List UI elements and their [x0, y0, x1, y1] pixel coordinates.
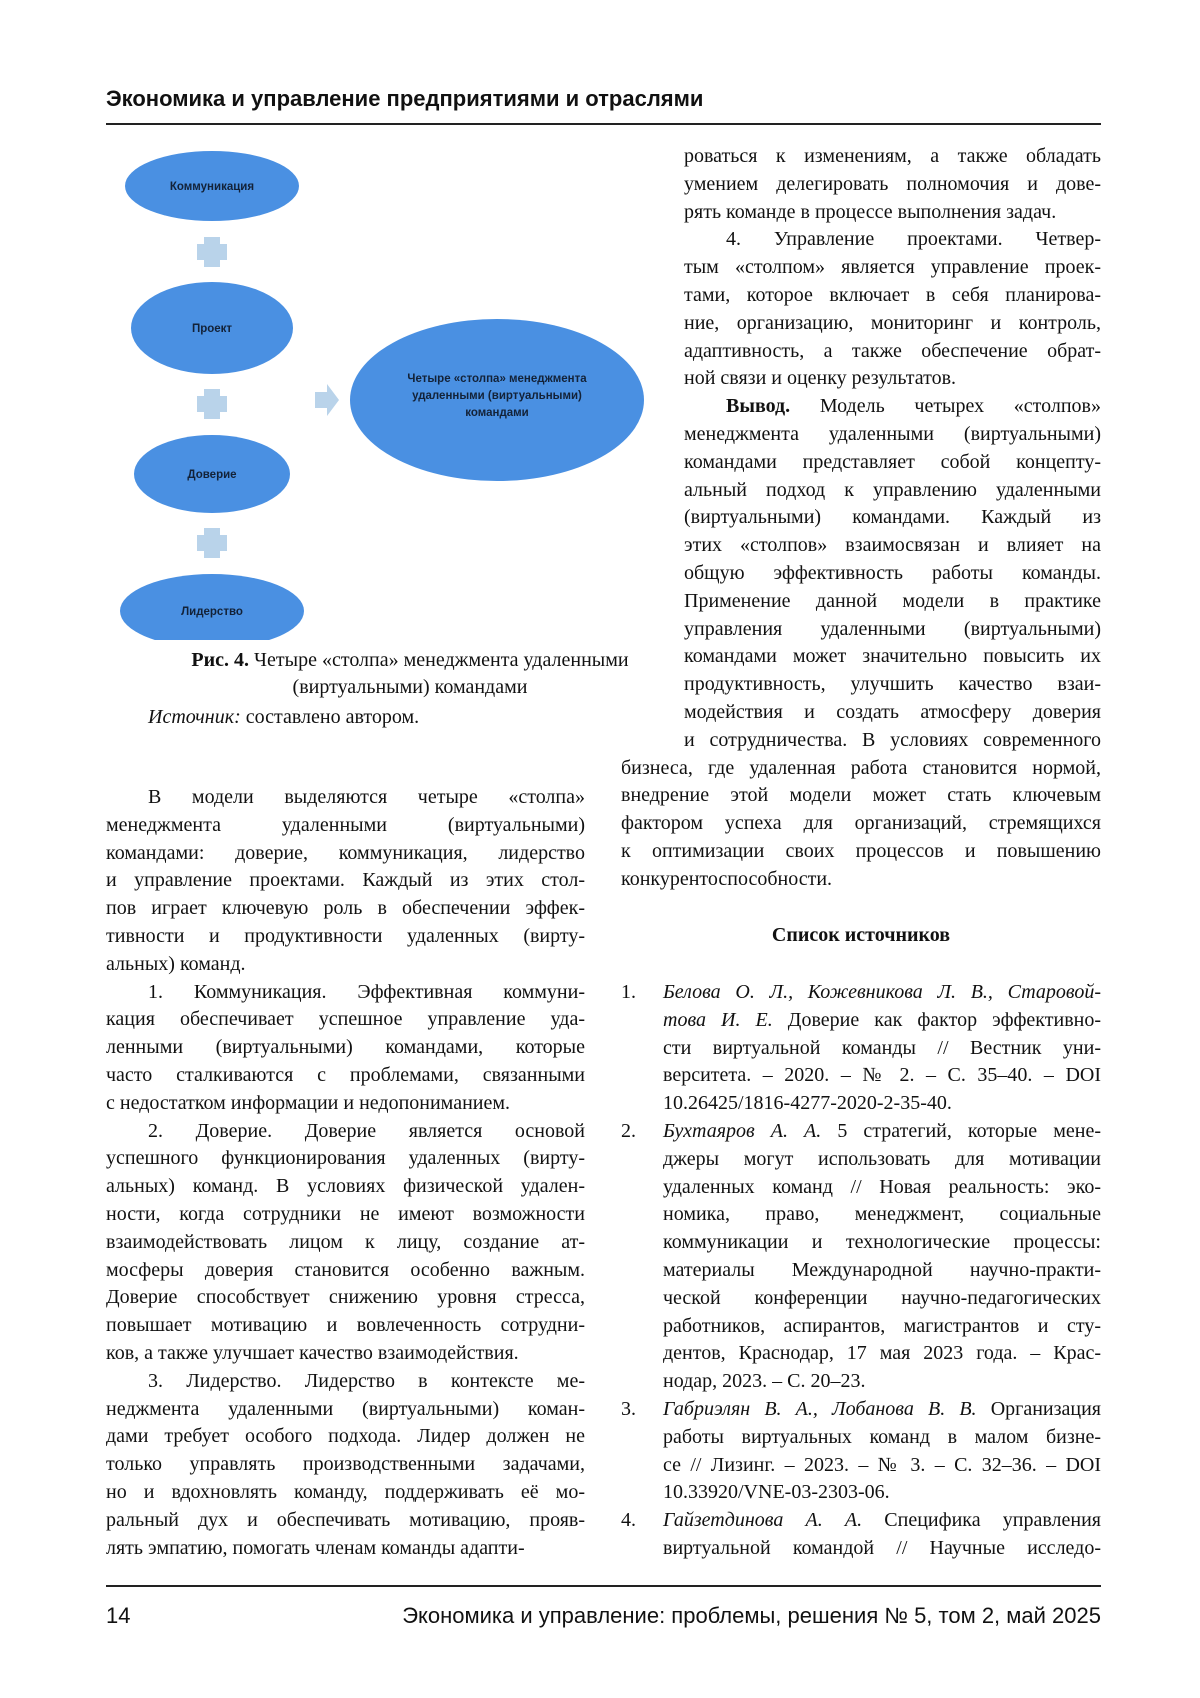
line-text: конкурентоспособности.	[621, 868, 832, 890]
line-text: ности, когда сотрудники не имеют возможности	[106, 1203, 585, 1225]
line-text: умением делегировать полномочия и дове-	[684, 173, 1101, 195]
node-label: удаленными (виртуальными)	[412, 390, 582, 402]
arrow-right-icon	[315, 384, 339, 416]
figure-source	[148, 703, 419, 731]
line-text: Доверие способствует снижению уровня стресса,	[106, 1286, 585, 1308]
footer-rule	[106, 1585, 1101, 1587]
text-line	[684, 142, 1101, 170]
text-line	[106, 1228, 585, 1256]
line-text: тым «столпом» является управление проек-	[684, 256, 1101, 278]
text-line	[684, 420, 1101, 448]
text-line	[106, 1283, 585, 1311]
journal-info: Экономика и управление: проблемы, решения № 5, том 2, май 2025	[402, 1603, 1101, 1629]
line-text: командами: доверие, коммуникация, лидерство	[106, 842, 585, 864]
text-line	[148, 978, 585, 1006]
node-leadership	[120, 574, 304, 640]
node-label: Лидерство	[181, 606, 243, 618]
line-text: с недостатком информации и недопониманием.	[106, 1092, 510, 1114]
reference-authors: това И. Е.	[663, 1009, 773, 1031]
reference-text: верситета. – 2020. – № 2. – С. 35–40. – DOI	[663, 1064, 1101, 1086]
line-text: менеджмента удаленными (виртуальными)	[684, 423, 1101, 445]
reference-line	[663, 978, 1101, 1006]
reference-line	[663, 1451, 1101, 1479]
reference-authors: Габриэлян В. А., Лобанова В. В.	[663, 1398, 977, 1420]
reference-text: ческой конференции научно-педагогических	[663, 1287, 1101, 1309]
reference-line	[663, 1256, 1101, 1284]
plus-icon	[197, 389, 227, 419]
line-text: пов играет ключевую роль в обеспечении эффек-	[106, 897, 585, 919]
line-text: модействия и создать атмосферу доверия	[684, 701, 1101, 723]
text-line	[684, 642, 1101, 670]
text-line	[106, 1089, 585, 1117]
reference-number: 4.	[621, 1506, 661, 1534]
reference-authors: Белова О. Л., Кожевникова Л. В., Старовой-	[663, 981, 1101, 1003]
text-line	[684, 170, 1101, 198]
reference-line	[663, 1506, 1101, 1534]
text-line	[684, 448, 1101, 476]
four-pillars-diagram	[0, 130, 680, 640]
reference-line	[663, 1423, 1101, 1451]
text-line	[684, 253, 1101, 281]
reference-text: Доверие как фактор эффективно-	[773, 1009, 1101, 1031]
line-text: кация обеспечивает успешное управление уда-	[106, 1008, 585, 1030]
reference-text: материалы Международной научно-практи-	[663, 1259, 1101, 1281]
line-text: управления удаленными (виртуальными)	[684, 618, 1101, 640]
line-text: ральный дух и обеспечивать мотивацию, прояв-	[106, 1509, 585, 1531]
text-line	[106, 950, 585, 978]
reference-text: 10.33920/VNE-03-2303-06.	[663, 1481, 890, 1503]
line-text: фактором успеха для организаций, стремящихся	[621, 812, 1101, 834]
text-line	[106, 811, 585, 839]
text-line	[621, 865, 1101, 893]
node-label: Четыре «столпа» менеджмента	[407, 373, 587, 385]
reference-text: джеры могут использовать для мотивации	[663, 1148, 1101, 1170]
text-line	[621, 809, 1101, 837]
line-text: тивности и продуктивности удаленных (вирту-	[106, 925, 585, 947]
text-line	[684, 587, 1101, 615]
text-line	[106, 1478, 585, 1506]
text-line	[106, 1450, 585, 1478]
reference-line	[663, 1200, 1101, 1228]
reference-line	[663, 1034, 1101, 1062]
reference-text: номика, право, менеджмент, социальные	[663, 1203, 1101, 1225]
line-text: внедрение этой модели может стать ключевым	[621, 784, 1101, 806]
text-line	[106, 1200, 585, 1228]
text-line	[106, 922, 585, 950]
reference-line	[663, 1228, 1101, 1256]
line-text: Применение данной модели в практике	[684, 590, 1101, 612]
node-trust	[134, 435, 290, 513]
reference-text: дентов, Краснодар, 17 мая 2023 года. – Крас-	[663, 1342, 1101, 1364]
reference-line	[663, 1061, 1101, 1089]
text-line	[621, 837, 1101, 865]
text-line	[684, 559, 1101, 587]
line-text: менеджмента удаленными (виртуальными)	[106, 814, 585, 836]
reference-text: 5 стратегий, которые мене-	[821, 1120, 1101, 1142]
reference-line	[663, 1339, 1101, 1367]
text-line	[684, 615, 1101, 643]
text-line	[106, 1506, 585, 1534]
line-text: (виртуальными) командами. Каждый из	[684, 506, 1101, 528]
reference-text: Специфика управления	[862, 1509, 1101, 1531]
reference-text: виртуальной командой // Научные исследо-	[663, 1537, 1101, 1559]
line-text: Модель четырех «столпов»	[820, 395, 1101, 417]
references-heading: Список источников	[621, 921, 1101, 949]
node-label: Проект	[192, 323, 232, 335]
reference-text: нодар, 2023. – С. 20–23.	[663, 1370, 866, 1392]
reference-number: 1.	[621, 978, 661, 1006]
line-text: общую эффективность работы команды.	[684, 562, 1101, 584]
text-line	[684, 531, 1101, 559]
line-text: альных) команд.	[106, 953, 246, 975]
text-line	[106, 1422, 585, 1450]
text-line	[106, 866, 585, 894]
text-line	[106, 1005, 585, 1033]
text-line	[726, 392, 1101, 420]
line-text: командами может значительно повысить их	[684, 645, 1101, 667]
text-line	[106, 1061, 585, 1089]
line-text: 3. Лидерство. Лидерство в контексте ме-	[148, 1370, 585, 1392]
line-text: и сотрудничества. В условиях современного	[684, 729, 1101, 751]
plus-icon	[197, 237, 227, 267]
text-line	[106, 1311, 585, 1339]
line-text: продуктивность, улучшить качество взаи-	[684, 673, 1101, 695]
text-line	[106, 1256, 585, 1284]
reference-text: сти виртуальной команды // Вестник уни-	[663, 1037, 1101, 1059]
text-line	[148, 1117, 585, 1145]
reference-line	[663, 1478, 1101, 1506]
line-text: к оптимизации своих процессов и повышению	[621, 840, 1101, 862]
text-line	[684, 670, 1101, 698]
line-text: и управление проектами. Каждый из этих стол-	[106, 869, 585, 891]
line-text: 4. Управление проектами. Четвер-	[726, 228, 1101, 250]
reference-line	[663, 1395, 1101, 1423]
line-text: адаптивность, а также обеспечение обрат-	[684, 340, 1101, 362]
text-line	[106, 1172, 585, 1200]
node-communication	[125, 151, 299, 221]
text-line	[684, 198, 1101, 226]
text-line	[106, 1395, 585, 1423]
line-text: повышает мотивацию и вовлеченность сотрудни-	[106, 1314, 585, 1336]
source-text: составлено автором.	[241, 706, 419, 728]
reference-text: Организация	[977, 1398, 1101, 1420]
line-text: мосферы доверия становится особенно важным.	[106, 1259, 585, 1281]
text-line	[106, 839, 585, 867]
line-text: бизнеса, где удаленная работа становится нормой,	[621, 757, 1101, 779]
reference-line	[663, 1006, 1101, 1034]
line-text: этих «столпов» взаимосвязан и влияет на	[684, 534, 1101, 556]
reference-text: работников, аспирантов, магистрантов и сту-	[663, 1315, 1101, 1337]
text-line	[148, 783, 585, 811]
line-text: ленными (виртуальными) командами, которые	[106, 1036, 585, 1058]
running-header: Экономика и управление предприятиями и отраслями	[106, 86, 703, 112]
plus-icon	[197, 528, 227, 558]
reference-line	[663, 1145, 1101, 1173]
text-line	[684, 364, 1101, 392]
node-label: Доверие	[187, 469, 236, 481]
text-line	[684, 476, 1101, 504]
caption-text: Четыре «столпа» менеджмента удаленными	[249, 649, 629, 671]
reference-authors: Гайзетдинова А. А.	[663, 1509, 862, 1531]
node-label: командами	[465, 407, 528, 419]
line-text: часто сталкиваются с проблемами, связанными	[106, 1064, 585, 1086]
line-text: рять команде в процессе выполнения задач.	[684, 201, 1056, 223]
text-line	[726, 225, 1101, 253]
text-line	[106, 1534, 585, 1562]
line-text: только управлять производственными задачами,	[106, 1453, 585, 1475]
line-text: дами требует особого подхода. Лидер должен не	[106, 1425, 585, 1447]
reference-number: 2.	[621, 1117, 661, 1145]
line-text: роваться к изменениям, а также обладать	[684, 145, 1101, 167]
reference-line	[663, 1367, 1101, 1395]
line-text: ние, организацию, мониторинг и контроль,	[684, 312, 1101, 334]
node-project	[131, 282, 293, 374]
text-line	[106, 1339, 585, 1367]
text-line	[621, 754, 1101, 782]
page-number: 14	[106, 1603, 130, 1629]
reference-line	[663, 1173, 1101, 1201]
line-text: 1. Коммуникация. Эффективная коммуни-	[148, 981, 585, 1003]
text-line	[106, 1033, 585, 1061]
line-text: тами, которое включает в себя планирова-	[684, 284, 1101, 306]
reference-text: удаленных команд // Новая реальность: эко-	[663, 1176, 1101, 1198]
text-line	[684, 309, 1101, 337]
conclusion-label: Вывод.	[726, 395, 790, 417]
reference-number: 3.	[621, 1395, 661, 1423]
text-line	[684, 698, 1101, 726]
line-text: ной связи и оценку результатов.	[684, 367, 956, 389]
line-text: лять эмпатию, помогать членам команды адапти-	[106, 1537, 525, 1559]
node-result	[350, 319, 644, 481]
line-text: ков, а также улучшает качество взаимодействия.	[106, 1342, 519, 1364]
line-text: 2. Доверие. Доверие является основой	[148, 1120, 585, 1142]
text-line	[684, 337, 1101, 365]
line-text: успешного функционирования удаленных (вирту-	[106, 1147, 585, 1169]
source-label: Источник:	[148, 706, 241, 728]
reference-line	[663, 1089, 1101, 1117]
text-line	[684, 726, 1101, 754]
text-line	[148, 1367, 585, 1395]
line-text: неджмента удаленными (виртуальными) коман-	[106, 1398, 585, 1420]
text-line	[106, 894, 585, 922]
reference-line	[663, 1534, 1101, 1562]
reference-text: 10.26425/1816-4277-2020-2-35-40.	[663, 1092, 952, 1114]
line-text: взаимодействовать лицом к лицу, создание ат-	[106, 1231, 585, 1253]
line-text: но и вдохновлять команду, поддерживать её мо-	[106, 1481, 585, 1503]
reference-text: коммуникации и технологические процессы:	[663, 1231, 1101, 1253]
figure-caption-line2: (виртуальными) командами	[150, 673, 670, 701]
reference-line	[663, 1117, 1101, 1145]
text-line	[684, 281, 1101, 309]
text-line	[621, 781, 1101, 809]
reference-text: работы виртуальных команд в малом бизне-	[663, 1426, 1101, 1448]
reference-authors: Бухтаяров А. А.	[663, 1120, 821, 1142]
line-text: командами представляет собой концепту-	[684, 451, 1101, 473]
header-rule	[106, 123, 1101, 125]
text-line	[684, 503, 1101, 531]
node-label: Коммуникация	[170, 181, 254, 193]
figure-caption	[150, 646, 670, 674]
reference-line	[663, 1312, 1101, 1340]
line-text: В модели выделяются четыре «столпа»	[148, 786, 585, 808]
reference-text: се // Лизинг. – 2023. – № 3. – С. 32–36. – DOI	[663, 1454, 1101, 1476]
figure-label: Рис. 4.	[191, 649, 249, 671]
text-line	[106, 1144, 585, 1172]
line-text: альных) команд. В условиях физической удален-	[106, 1175, 585, 1197]
reference-line	[663, 1284, 1101, 1312]
line-text: альный подход к управлению удаленными	[684, 479, 1101, 501]
